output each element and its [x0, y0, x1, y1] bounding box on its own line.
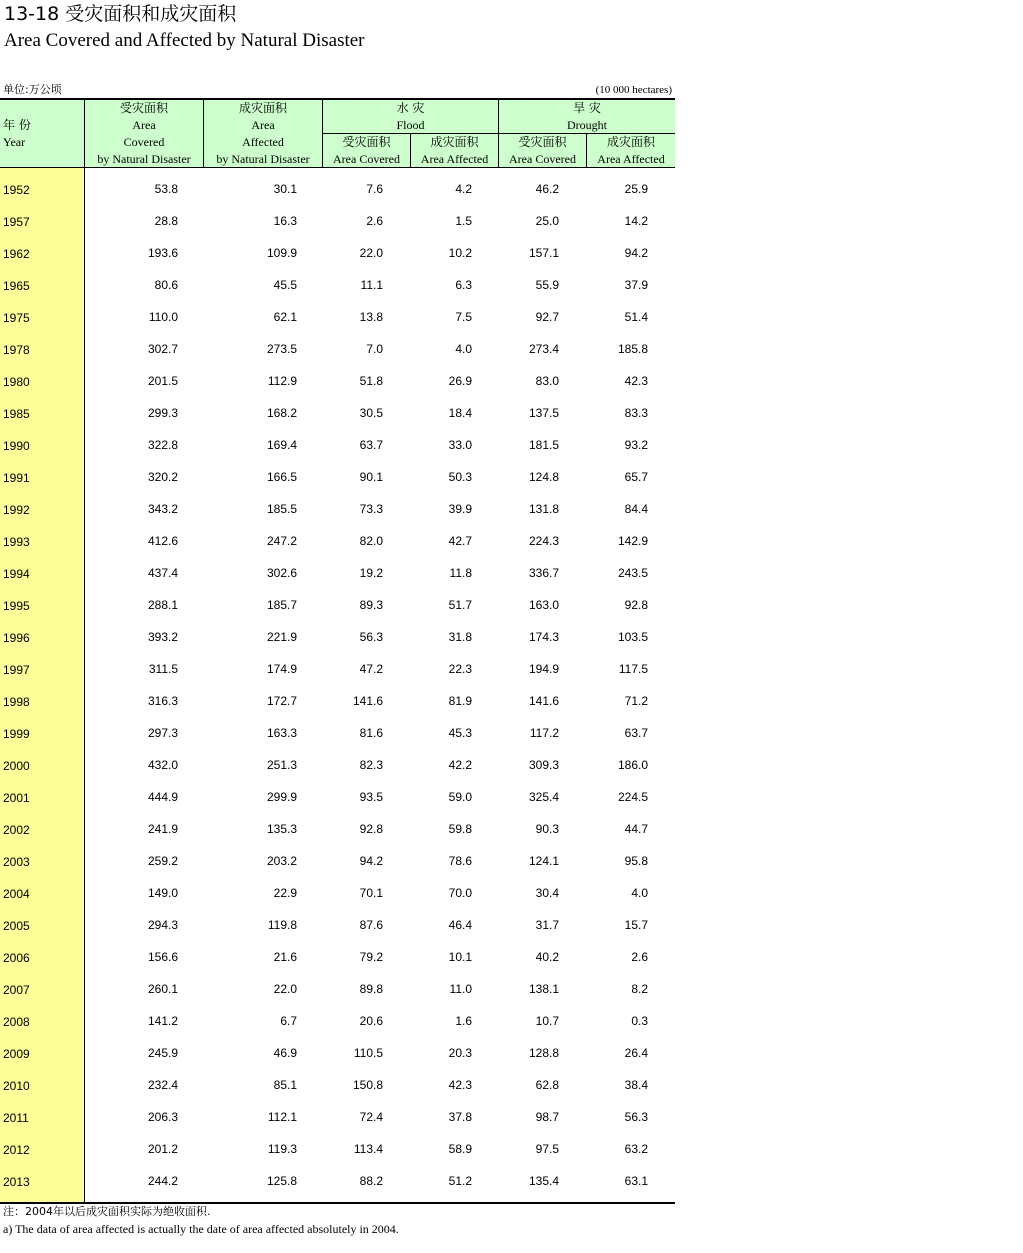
table-row	[0, 237, 675, 269]
covered-cell: 393.2	[147, 630, 178, 644]
flood-affected-cell: 33.0	[448, 438, 472, 452]
drought-affected-cell: 2.6	[631, 950, 648, 964]
flood-covered-cell: 93.5	[359, 790, 383, 804]
covered-cell: 260.1	[147, 982, 178, 996]
drought-covered-cell: 10.7	[535, 1014, 559, 1028]
flood-covered-cell: 82.3	[359, 758, 383, 772]
table-row	[0, 557, 675, 589]
year-cell: 1997	[3, 663, 30, 677]
flood-covered-cell: 13.8	[359, 310, 383, 324]
drought-covered-cell: 90.3	[535, 822, 559, 836]
drought-affected-cell: 185.8	[617, 342, 648, 356]
table-row	[0, 941, 675, 973]
affected-cell: 21.6	[273, 950, 297, 964]
table-title-english: Area Covered and Affected by Natural Disaster	[4, 30, 365, 51]
covered-cell: 432.0	[147, 758, 178, 772]
flood-covered-cell: 89.8	[359, 982, 383, 996]
year-cell: 2010	[3, 1079, 30, 1093]
drought-covered-cell: 181.5	[528, 438, 559, 452]
affected-cell: 168.2	[266, 406, 297, 420]
header-drought-en: Drought	[567, 118, 607, 132]
drought-covered-cell: 135.4	[528, 1174, 559, 1188]
year-cell: 1991	[3, 471, 30, 485]
header-covered-en-2: Covered	[123, 135, 165, 149]
drought-affected-cell: 65.7	[624, 470, 648, 484]
year-cell: 1994	[3, 567, 30, 581]
drought-covered-cell: 83.0	[535, 374, 559, 388]
flood-affected-cell: 50.3	[448, 470, 472, 484]
covered-cell: 206.3	[147, 1110, 178, 1124]
flood-affected-cell: 4.0	[455, 342, 472, 356]
covered-cell: 288.1	[147, 598, 178, 612]
drought-covered-cell: 55.9	[535, 278, 559, 292]
year-cell: 1998	[3, 695, 30, 709]
covered-cell: 343.2	[147, 502, 178, 516]
year-cell: 2008	[3, 1015, 30, 1029]
covered-cell: 149.0	[147, 886, 178, 900]
drought-affected-cell: 38.4	[624, 1078, 648, 1092]
drought-affected-cell: 243.5	[617, 566, 648, 580]
table-row	[0, 653, 675, 685]
drought-affected-cell: 44.7	[624, 822, 648, 836]
flood-covered-cell: 110.5	[353, 1046, 383, 1060]
covered-cell: 437.4	[147, 566, 178, 580]
flood-covered-cell: 79.2	[359, 950, 383, 964]
drought-covered-cell: 141.6	[528, 694, 559, 708]
year-cell: 1985	[3, 407, 30, 421]
covered-cell: 302.7	[147, 342, 178, 356]
affected-cell: 109.9	[266, 246, 297, 260]
year-cell: 2003	[3, 855, 30, 869]
note-chinese: 注：2004年以后成灾面积实际为绝收面积.	[3, 1205, 211, 1218]
covered-cell: 80.6	[154, 278, 178, 292]
year-cell: 1996	[3, 631, 30, 645]
table-row	[0, 717, 675, 749]
affected-cell: 119.3	[267, 1142, 297, 1156]
flood-affected-cell: 18.4	[448, 406, 472, 420]
table-row	[0, 813, 675, 845]
covered-cell: 241.9	[147, 822, 178, 836]
affected-cell: 169.4	[266, 438, 297, 452]
covered-cell: 244.2	[147, 1174, 178, 1188]
drought-affected-cell: 224.5	[617, 790, 648, 804]
covered-cell: 245.9	[147, 1046, 178, 1060]
table-row	[0, 621, 675, 653]
affected-cell: 172.7	[266, 694, 297, 708]
drought-covered-cell: 163.0	[528, 598, 559, 612]
affected-cell: 166.5	[266, 470, 297, 484]
drought-covered-cell: 92.7	[535, 310, 559, 324]
affected-cell: 62.1	[273, 310, 297, 324]
covered-cell: 141.2	[147, 1014, 178, 1028]
drought-affected-cell: 84.4	[624, 502, 648, 516]
covered-cell: 299.3	[147, 406, 178, 420]
drought-affected-cell: 63.2	[624, 1142, 648, 1156]
covered-cell: 316.3	[147, 694, 178, 708]
flood-covered-cell: 7.0	[366, 342, 383, 356]
drought-affected-cell: 93.2	[624, 438, 648, 452]
covered-cell: 320.2	[147, 470, 178, 484]
flood-covered-cell: 30.5	[359, 406, 383, 420]
header-affected-cn: 成灾面积	[238, 101, 287, 115]
table-row	[0, 1037, 675, 1069]
flood-covered-cell: 2.6	[366, 214, 383, 228]
drought-affected-cell: 83.3	[624, 406, 648, 420]
drought-covered-cell: 309.3	[528, 758, 559, 772]
table-row	[0, 173, 675, 205]
drought-affected-cell: 142.9	[617, 534, 648, 548]
affected-cell: 273.5	[266, 342, 297, 356]
table-row	[0, 493, 675, 525]
affected-cell: 112.1	[267, 1110, 297, 1124]
note-english: a) The data of area affected is actually the date of area affected absolutely in 2004.	[3, 1222, 399, 1236]
flood-affected-cell: 81.9	[448, 694, 472, 708]
covered-cell: 412.6	[147, 534, 178, 548]
drought-covered-cell: 98.7	[535, 1110, 559, 1124]
flood-affected-cell: 37.8	[448, 1110, 472, 1124]
table-row	[0, 205, 675, 237]
flood-affected-cell: 39.9	[448, 502, 472, 516]
covered-cell: 311.5	[148, 662, 178, 676]
flood-affected-cell: 45.3	[448, 726, 472, 740]
flood-affected-cell: 51.7	[448, 598, 472, 612]
flood-affected-cell: 6.3	[455, 278, 472, 292]
covered-cell: 259.2	[147, 854, 178, 868]
covered-cell: 322.8	[147, 438, 178, 452]
table-row	[0, 301, 675, 333]
drought-affected-cell: 37.9	[624, 278, 648, 292]
flood-covered-cell: 150.8	[352, 1078, 383, 1092]
table-row	[0, 909, 675, 941]
flood-affected-cell: 10.1	[448, 950, 472, 964]
drought-affected-cell: 186.0	[617, 758, 648, 772]
drought-affected-cell: 14.2	[624, 214, 648, 228]
header-drought-affected-en: Area Affected	[597, 152, 665, 166]
table-row	[0, 589, 675, 621]
flood-covered-cell: 94.2	[359, 854, 383, 868]
year-cell: 1962	[3, 247, 30, 261]
drought-affected-cell: 94.2	[624, 246, 648, 260]
header-year-cn: 年 份	[3, 118, 31, 132]
year-cell: 1952	[3, 183, 30, 197]
flood-covered-cell: 20.6	[359, 1014, 383, 1028]
table-row	[0, 845, 675, 877]
table-row	[0, 973, 675, 1005]
flood-affected-cell: 58.9	[448, 1142, 472, 1156]
header-affected-en-1: Area	[251, 118, 275, 132]
year-cell: 2004	[3, 887, 30, 901]
flood-affected-cell: 42.3	[448, 1078, 472, 1092]
drought-covered-cell: 128.8	[528, 1046, 559, 1060]
year-cell: 1957	[3, 215, 30, 229]
affected-cell: 185.5	[266, 502, 297, 516]
flood-affected-cell: 4.2	[455, 182, 472, 196]
flood-covered-cell: 90.1	[359, 470, 383, 484]
table-row	[0, 1005, 675, 1037]
drought-covered-cell: 62.8	[535, 1078, 559, 1092]
year-cell: 1978	[3, 343, 30, 357]
year-cell: 1995	[3, 599, 30, 613]
table-row	[0, 461, 675, 493]
flood-covered-cell: 89.3	[359, 598, 383, 612]
table-row	[0, 269, 675, 301]
flood-covered-cell: 81.6	[359, 726, 383, 740]
drought-affected-cell: 26.4	[624, 1046, 648, 1060]
drought-affected-cell: 63.7	[624, 726, 648, 740]
flood-covered-cell: 113.4	[353, 1142, 383, 1156]
table-row	[0, 685, 675, 717]
table-row	[0, 781, 675, 813]
drought-affected-cell: 92.8	[624, 598, 648, 612]
drought-covered-cell: 273.4	[528, 342, 559, 356]
year-cell: 2001	[3, 791, 30, 805]
covered-cell: 110.0	[148, 310, 178, 324]
drought-covered-cell: 117.2	[529, 726, 559, 740]
table-row	[0, 333, 675, 365]
affected-cell: 112.9	[267, 374, 297, 388]
year-cell: 2005	[3, 919, 30, 933]
flood-affected-cell: 31.8	[448, 630, 472, 644]
flood-affected-cell: 11.8	[449, 566, 472, 580]
flood-covered-cell: 70.1	[359, 886, 383, 900]
flood-affected-cell: 10.2	[448, 246, 472, 260]
flood-affected-cell: 26.9	[448, 374, 472, 388]
drought-covered-cell: 25.0	[535, 214, 559, 228]
header-covered-cn: 受灾面积	[119, 101, 168, 115]
table-row	[0, 365, 675, 397]
drought-affected-cell: 0.3	[631, 1014, 648, 1028]
header-year-en: Year	[3, 135, 26, 149]
unit-label-english: (10 000 hectares)	[595, 84, 672, 96]
drought-covered-cell: 138.1	[528, 982, 559, 996]
covered-cell: 297.3	[147, 726, 178, 740]
flood-covered-cell: 51.8	[359, 374, 383, 388]
header-flood-covered-en: Area Covered	[333, 152, 400, 166]
affected-cell: 203.2	[266, 854, 297, 868]
drought-covered-cell: 194.9	[528, 662, 559, 676]
header-flood-affected-en: Area Affected	[420, 152, 489, 166]
covered-cell: 156.6	[147, 950, 178, 964]
drought-affected-cell: 25.9	[624, 182, 648, 196]
header-flood-cn: 水 灾	[396, 101, 425, 115]
table-title-chinese: 13-18 受灾面积和成灾面积	[4, 3, 237, 25]
flood-affected-cell: 70.0	[448, 886, 472, 900]
header-covered-en-3: by Natural Disaster	[97, 152, 191, 166]
header-flood-affected-cn: 成灾面积	[430, 135, 479, 149]
drought-covered-cell: 137.5	[528, 406, 559, 420]
affected-cell: 85.1	[273, 1078, 297, 1092]
flood-covered-cell: 72.4	[359, 1110, 383, 1124]
covered-cell: 28.8	[154, 214, 178, 228]
drought-affected-cell: 56.3	[624, 1110, 648, 1124]
drought-covered-cell: 31.7	[535, 918, 559, 932]
flood-affected-cell: 78.6	[448, 854, 472, 868]
year-cell: 2012	[3, 1143, 30, 1157]
drought-covered-cell: 124.8	[528, 470, 559, 484]
table-row	[0, 525, 675, 557]
table-row	[0, 1101, 675, 1133]
covered-cell: 201.2	[147, 1142, 178, 1156]
header-flood-en: Flood	[396, 118, 425, 132]
affected-cell: 247.2	[266, 534, 297, 548]
year-cell: 1980	[3, 375, 30, 389]
flood-affected-cell: 59.8	[448, 822, 472, 836]
flood-covered-cell: 92.8	[359, 822, 383, 836]
year-cell: 1990	[3, 439, 30, 453]
header-flood-covered-cn: 受灾面积	[342, 135, 391, 149]
flood-covered-cell: 73.3	[359, 502, 383, 516]
affected-cell: 299.9	[266, 790, 297, 804]
affected-cell: 135.3	[266, 822, 297, 836]
drought-affected-cell: 8.2	[631, 982, 648, 996]
affected-cell: 174.9	[266, 662, 297, 676]
drought-affected-cell: 42.3	[624, 374, 648, 388]
flood-affected-cell: 1.5	[455, 214, 472, 228]
covered-cell: 232.4	[147, 1078, 178, 1092]
affected-cell: 22.9	[273, 886, 297, 900]
affected-cell: 119.8	[267, 918, 297, 932]
affected-cell: 46.9	[273, 1046, 297, 1060]
year-cell: 1999	[3, 727, 30, 741]
header-drought-covered-en: Area Covered	[509, 152, 576, 166]
flood-affected-cell: 42.7	[448, 534, 472, 548]
flood-covered-cell: 141.6	[352, 694, 383, 708]
year-cell: 1993	[3, 535, 30, 549]
flood-affected-cell: 46.4	[448, 918, 472, 932]
flood-affected-cell: 22.3	[448, 662, 472, 676]
affected-cell: 45.5	[273, 278, 297, 292]
header-drought-affected-cn: 成灾面积	[606, 135, 655, 149]
table-row	[0, 429, 675, 461]
affected-cell: 163.3	[266, 726, 297, 740]
flood-covered-cell: 87.6	[359, 918, 383, 932]
year-cell: 2007	[3, 983, 30, 997]
table-row	[0, 877, 675, 909]
flood-covered-cell: 56.3	[359, 630, 383, 644]
drought-covered-cell: 157.1	[528, 246, 559, 260]
table-row	[0, 1165, 675, 1197]
drought-covered-cell: 40.2	[535, 950, 559, 964]
affected-cell: 6.7	[280, 1014, 297, 1028]
drought-affected-cell: 51.4	[624, 310, 648, 324]
affected-cell: 30.1	[273, 182, 297, 196]
affected-cell: 185.7	[266, 598, 297, 612]
flood-affected-cell: 11.0	[449, 982, 472, 996]
header-drought-covered-cn: 受灾面积	[518, 135, 567, 149]
affected-cell: 221.9	[266, 630, 297, 644]
drought-covered-cell: 131.8	[528, 502, 559, 516]
flood-affected-cell: 51.2	[448, 1174, 472, 1188]
year-cell: 1975	[3, 311, 30, 325]
drought-covered-cell: 336.7	[528, 566, 559, 580]
year-cell: 2009	[3, 1047, 30, 1061]
year-cell: 2002	[3, 823, 30, 837]
flood-covered-cell: 19.2	[359, 566, 383, 580]
year-cell: 2006	[3, 951, 30, 965]
flood-affected-cell: 59.0	[448, 790, 472, 804]
year-cell: 1992	[3, 503, 30, 517]
drought-covered-cell: 224.3	[528, 534, 559, 548]
header-affected-en-3: by Natural Disaster	[216, 152, 310, 166]
bottom-rule	[0, 1202, 675, 1204]
header-covered-en-1: Area	[132, 118, 156, 132]
year-cell: 1965	[3, 279, 30, 293]
flood-affected-cell: 1.6	[455, 1014, 472, 1028]
flood-covered-cell: 63.7	[359, 438, 383, 452]
table-row	[0, 1133, 675, 1165]
drought-affected-cell: 15.7	[624, 918, 648, 932]
drought-affected-cell: 63.1	[624, 1174, 648, 1188]
table-row	[0, 397, 675, 429]
covered-cell: 444.9	[147, 790, 178, 804]
flood-covered-cell: 11.1	[360, 278, 383, 292]
drought-covered-cell: 97.5	[535, 1142, 559, 1156]
covered-cell: 201.5	[147, 374, 178, 388]
affected-cell: 22.0	[273, 982, 297, 996]
drought-covered-cell: 174.3	[528, 630, 559, 644]
covered-cell: 294.3	[147, 918, 178, 932]
table-row	[0, 749, 675, 781]
flood-covered-cell: 88.2	[359, 1174, 383, 1188]
flood-covered-cell: 47.2	[359, 662, 383, 676]
affected-cell: 16.3	[273, 214, 297, 228]
drought-affected-cell: 4.0	[631, 886, 648, 900]
drought-affected-cell: 103.5	[617, 630, 648, 644]
unit-label-chinese: 单位:万公顷	[3, 83, 62, 96]
year-cell: 2013	[3, 1175, 30, 1189]
drought-covered-cell: 30.4	[535, 886, 559, 900]
table-row	[0, 1069, 675, 1101]
flood-covered-cell: 22.0	[359, 246, 383, 260]
flood-affected-cell: 7.5	[455, 310, 472, 324]
drought-affected-cell: 71.2	[624, 694, 648, 708]
affected-cell: 125.8	[266, 1174, 297, 1188]
drought-affected-cell: 117.5	[618, 662, 648, 676]
drought-covered-cell: 325.4	[528, 790, 559, 804]
covered-cell: 193.6	[147, 246, 178, 260]
drought-covered-cell: 124.1	[528, 854, 559, 868]
header-drought-cn: 旱 灾	[573, 101, 601, 115]
flood-affected-cell: 42.2	[448, 758, 472, 772]
year-cell: 2000	[3, 759, 30, 773]
flood-covered-cell: 7.6	[366, 182, 383, 196]
flood-affected-cell: 20.3	[448, 1046, 472, 1060]
year-cell: 2011	[3, 1111, 29, 1125]
drought-affected-cell: 95.8	[624, 854, 648, 868]
header-affected-en-2: Affected	[242, 135, 284, 149]
drought-covered-cell: 46.2	[535, 182, 559, 196]
flood-covered-cell: 82.0	[359, 534, 383, 548]
affected-cell: 302.6	[266, 566, 297, 580]
affected-cell: 251.3	[266, 758, 297, 772]
covered-cell: 53.8	[154, 182, 178, 196]
